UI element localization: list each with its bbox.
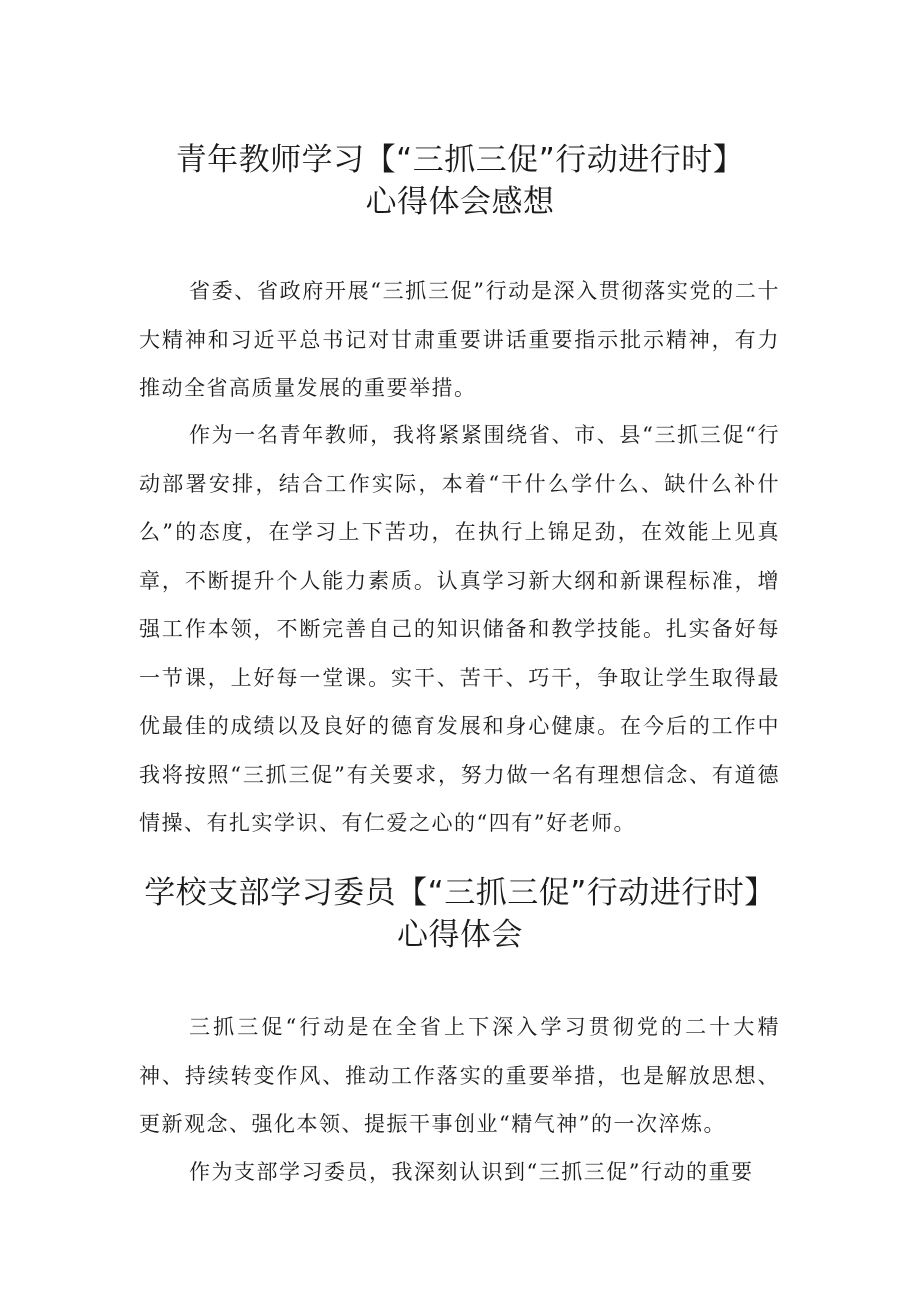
section-1-title-line-2: 心得体会感想 bbox=[365, 184, 555, 220]
section-1-paragraph-1: 省委、省政府开展“三抓三促”行动是深入贯彻落实党的二十大精神和习近平总书记对甘肃重要讲话重要指示批示精神，有力推动全省高质量发展的重要举措。 bbox=[139, 279, 780, 400]
section-2-title-line-1: 学校支部学习委员【“三抓三促”行动进行时】 bbox=[144, 875, 776, 911]
section-2-paragraph-2: 作为支部学习委员，我深刻认识到“三抓三促”行动的重要 bbox=[189, 1160, 754, 1184]
section-2-title bbox=[120, 872, 800, 956]
section-1-title-line-1: 青年教师学习【“三抓三促”行动进行时】 bbox=[175, 142, 745, 178]
section-2-paragraph-1: 三抓三促“行动是在全省上下深入学习贯彻党的二十大精神、持续转变作风、推动工作落实的重要举措，也是解放思想、更新观念、强化本领、提振干事创业“精气神”的一次淬炼。 bbox=[139, 1015, 780, 1136]
section-1-title bbox=[120, 139, 800, 223]
section-1-paragraph-2: 作为一名青年教师，我将紧紧围绕省、市、县“三抓三促“行动部署安排，结合工作实际，本着“干什么学什么、缺什么补什么”的态度，在学习上下苦功，在执行上锦足劲，在效能上见真章，不断提升个人能力素质。认真学习新大纲和新课程标准，增强工作本领，不断完善自己的知识储备和教学技能。扎实备好每一节课，上好每一堂课。实干、苦干、巧干，争取让学生取得最优最佳的成绩以及良好的德育发展和身心健康。在今后的工作中我将按照“三抓三促”有关要求，努力做一名有理想信念、有道德情操、有扎实学识、有仁爱之心的“四有”好老师。 bbox=[139, 423, 780, 835]
section-2-title-line-2: 心得体会 bbox=[397, 917, 523, 953]
